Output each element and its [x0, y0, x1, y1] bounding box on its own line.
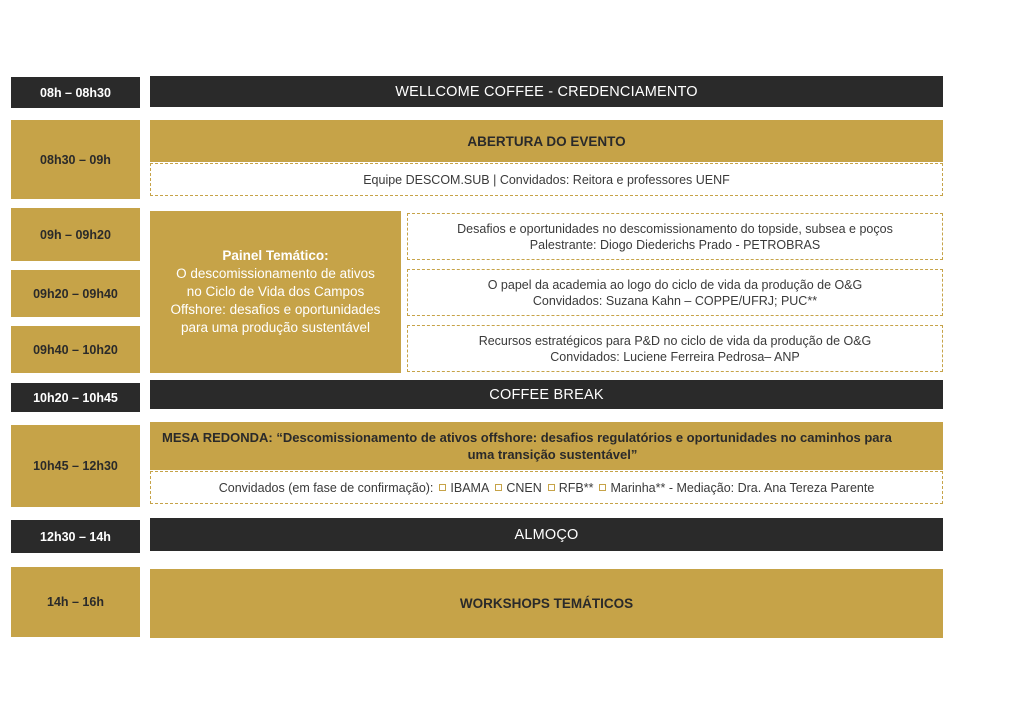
session-coffee-title: COFFEE BREAK [150, 380, 943, 409]
session-welcome-title: WELLCOME COFFEE - CREDENCIAMENTO [150, 76, 943, 107]
time-workshops: 14h – 16h [11, 567, 140, 637]
session-opening-detail: Equipe DESCOM.SUB | Convidados: Reitora e professores UENF [150, 163, 943, 196]
panel-slot-speaker: Convidados: Suzana Kahn – COPPE/UFRJ; PUC** [532, 293, 818, 308]
guest-item [495, 480, 541, 496]
small-square-icon [548, 484, 555, 491]
guest-name: RFB** [558, 480, 594, 495]
panel-slot-topic: Recursos estratégicos para P&D no ciclo de vida da produção de O&G [478, 333, 872, 348]
panel-slot-2 [407, 269, 943, 316]
roundtable-title-line: MESA REDONDA: “Descomissionamento de ativos offshore: desafios regulatórios e oportunidades no caminhos para [162, 430, 892, 445]
guest-item [548, 480, 594, 496]
panel-slot-speaker: Palestrante: Diogo Diederichs Prado - PETROBRAS [529, 237, 821, 252]
session-roundtable-title [150, 422, 943, 470]
time-roundtable: 10h45 – 12h30 [11, 425, 140, 507]
panel-slot-topic: Desafios e oportunidades no descomissionamento do topside, subsea e poços [457, 221, 893, 236]
roundtable-title-line: uma transição sustentável” [467, 447, 638, 462]
panel-thematic-block [150, 211, 401, 373]
time-opening: 08h30 – 09h [11, 120, 140, 199]
session-opening-title: ABERTURA DO EVENTO [150, 120, 943, 162]
session-workshops-title: WORKSHOPS TEMÁTICOS [150, 569, 943, 638]
panel-line: O descomissionamento de ativos [176, 266, 375, 281]
guest-item [439, 480, 489, 496]
time-panel-slot-2: 09h20 – 09h40 [11, 270, 140, 317]
small-square-icon [495, 484, 502, 491]
panel-slot-3 [407, 325, 943, 372]
guest-name: IBAMA [450, 480, 490, 495]
guest-name: Marinha** - Mediação: Dra. Ana Tereza Parente [610, 480, 875, 495]
panel-slot-topic: O papel da academia ao logo do ciclo de vida da produção de O&G [487, 277, 863, 292]
guest-item [599, 480, 874, 496]
panel-slot-1 [407, 213, 943, 260]
time-coffee: 10h20 – 10h45 [11, 383, 140, 412]
panel-slot-speaker: Convidados: Luciene Ferreira Pedrosa– ANP [550, 349, 800, 364]
session-lunch-title: ALMOÇO [150, 518, 943, 551]
small-square-icon [439, 484, 446, 491]
panel-line: no Ciclo de Vida dos Campos [186, 284, 365, 299]
small-square-icon [599, 484, 606, 491]
panel-heading: Painel Temático: [222, 248, 329, 263]
time-panel-slot-3: 09h40 – 10h20 [11, 326, 140, 373]
guest-name: CNEN [506, 480, 542, 495]
time-welcome: 08h – 08h30 [11, 77, 140, 108]
panel-line: Offshore: desafios e oportunidades [170, 302, 381, 317]
time-lunch: 12h30 – 14h [11, 520, 140, 553]
panel-line: para uma produção sustentável [180, 320, 371, 335]
guests-prefix: Convidados (em fase de confirmação): [218, 480, 434, 495]
session-roundtable-guests [150, 471, 943, 504]
time-panel-slot-1: 09h – 09h20 [11, 208, 140, 261]
